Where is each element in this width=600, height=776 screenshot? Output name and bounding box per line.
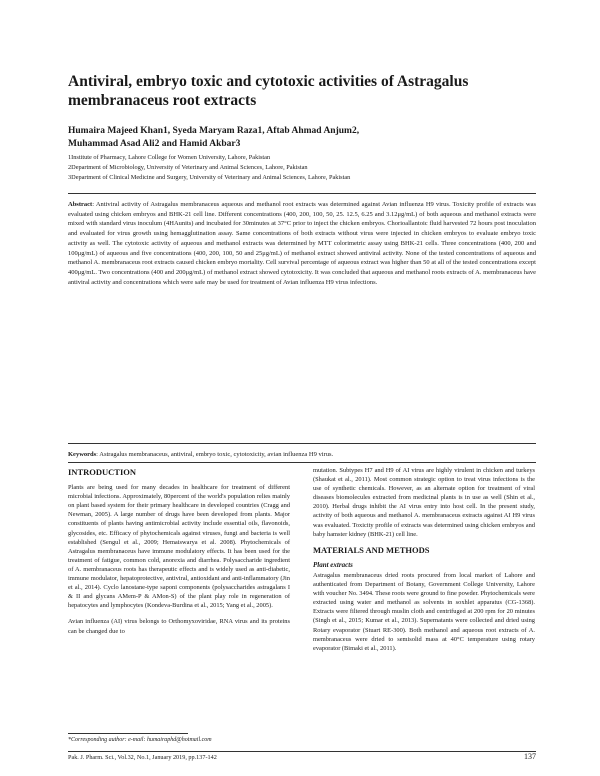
authors-line-1: Humaira Majeed Khan1, Syeda Maryam Raza1, Aftab Ahmad Anjum2,	[68, 126, 360, 136]
keywords	[68, 450, 536, 459]
left-column	[68, 468, 290, 643]
footer-rule	[68, 751, 536, 752]
footnote-rule	[68, 733, 188, 734]
intro-paragraph-3: mutation. Subtypes H7 and H9 of AI virus are highly virulent in chicken and turkeys (Shaukat et al., 2011). Most common strategic option to treat virus infections is the use of synthetic chemicals. However, as an alternate option for treatment of viral diseases biomolecules extracted from medicinal plants is in use as well (Shin et al., 2010). Herbal drugs inhibit the AI virus entry into host cell. In the present study, activity of both aqueous and methanol A. membranaceus extracts against AI H9 virus was evaluated. Toxicity profile of extracts was determined using chicken embryos and baby hamster kidney (BHK-21) cell line.	[313, 467, 535, 538]
affiliations	[68, 153, 538, 183]
right-column	[313, 466, 535, 660]
paper-title: Antiviral, embryo toxic and cytotoxic activities of Astragalus membranaceus root extracts	[68, 73, 469, 109]
intro-paragraph-2: Avian influenza (AI) virus belongs to Orthomyxoviridae, RNA virus and its proteins can be changed due to	[68, 618, 290, 635]
intro-paragraph-1: Plants are being used for many decades in healthcare for treatment of different microbial infections. Approximately, 80percent of the world's population relies mainly on plant based system for their primary healthcare in developed countries (Cragg and Newman, 2005). A large number of drugs have been developed from plants. Major constituents of plants having antimicrobial activity include essential oils, flavonoids, glycosides, etc. Efficacy of phytochemicals against viruses, fungi and bacteria is well established (Sengul et al., 2009; Hemaiswarya et al. 2008). Phytochemicals of Astragalus membranaceus have immune modulatory effects. It has been used for the treatment of fatigue, common cold, anorexia and diarrhea. Polysaccharide ingredient of A. membranaceus roots has therapeutic effects and is widely used as anti-diabetic, immune modulator, hepatoprotective, antiviral, antioxidant and anti-inflammatory (Jin et al., 2014). Cyclo lanostane-type saponi components (polysaccharides astragalans I & II and glycans AMem-P & AMon-S) of the plant play role in regeneration of hepatocytes and lymphocytes (Kondeva-Burdina et al., 2015; Yang et al., 2005).	[68, 484, 290, 610]
author-list	[68, 125, 538, 150]
affiliation-2: 2Department of Microbiology, University of Veterinary and Animal Sciences, Lahore, Pakistan	[68, 164, 308, 171]
journal-citation: Pak. J. Pharm. Sci., Vol.32, No.1, January 2019, pp.137-142	[68, 754, 217, 761]
corresponding-author-footnote: *Corresponding author: e-mail: humairaphd@hotmail.com	[68, 737, 212, 743]
affiliation-1: 1Institute of Pharmacy, Lahore College for Women University, Lahore, Pakistan	[68, 154, 271, 161]
abstract-top-rule	[68, 193, 536, 194]
methods-heading: MATERIALS AND METHODS	[313, 544, 430, 555]
introduction-heading: INTRODUCTION	[68, 467, 137, 477]
keywords-text: : Astragalus membranaceus, antiviral, embryo toxic, cytotoxicity, avian influenza H9 virus.	[96, 451, 334, 458]
affiliation-3: 3Department of Clinical Medicine and Surgery, University of Veterinary and Animal Sciences, Lahore, Pakistan	[68, 174, 351, 181]
abstract	[68, 200, 536, 287]
keywords-bottom-rule	[68, 462, 536, 463]
authors-line-2: Muhammad Asad Ali2 and Hamid Akbar3	[68, 138, 241, 149]
plant-extracts-heading: Plant extracts	[313, 560, 353, 569]
methods-paragraph-1: Astragalus membranaceus dried roots procured from local market of Lahore and authenticated from Department of Botany, Government College University, Lahore with voucher No. 3494. These roots were ground to fine powder. Phytochemicals were extracted using water and methanol as solvents in soxhlet apparatus (CG-1368). Extracts were filtered through muslin cloth and centrifuged at 200 rpm for 20 minutes (Singh et al., 2015; Kumar et al., 2013). Supernatants were collected and dried using Rotary evaporator (Stuart RE-300). Both methanol and aqueous root extracts of A. membranaceus were dried to semisolid mass at 40°C temperature using rotary evaporator (Bimaki et al., 2011).	[313, 571, 535, 652]
abstract-text: : Antiviral activity of Astragalus membranaceus aqueous and methanol root extracts was determined against Avian influenza H9 virus. Toxicity profile of extracts was evaluated using chicken embryos and BHK-21 cell line. Different concentrations (400, 200, 100, 50, 25. 12.5, 6.25 and 3.12μg/mL) of both aqueous and methanol extracts were mixed with standard virus inoculum (4HAunits) and incubated for 30minutes at 37°C prior to inject the chicken embryos. Chorioallantoic fluid harvested 72 hours post inoculation and evaluated for virus growth using hemagglutination assay. Same concentrations of both extracts without virus were injected in chicken embryos to evaluate embryo toxic activity as well. The cytotoxic activity of aqueous and methanol extracts was determined by MTT colorimetric assay using BHK-21 cells. Three concentrations (400, 200 and 100μg/mL) of aqueous and five concentrations (400, 200, 100, 50 and 25μg/mL) of methanol extract showed antiviral activity. None of the tested concentrations of aqueous and methanol A. membranaceus root extracts caused chicken embryo mortality. Cell survival percentage of aqueous extract was higher than 50 at all of the tested concentrations except 400μg/mL. Two concentrations (400 and 200μg/mL) of methanol extract showed cytotoxicity. It was concluded that aqueous and methanol roots extracts of A. membranaceus have antiviral activity and concentrations which were safe may be used for treatment of Avian influenza H9 virus infections.	[68, 201, 536, 286]
abstract-label: Abstract	[68, 201, 93, 208]
keywords-label: Keywords	[68, 451, 97, 458]
abstract-bottom-rule	[68, 443, 536, 444]
page-number: 137	[524, 752, 536, 761]
